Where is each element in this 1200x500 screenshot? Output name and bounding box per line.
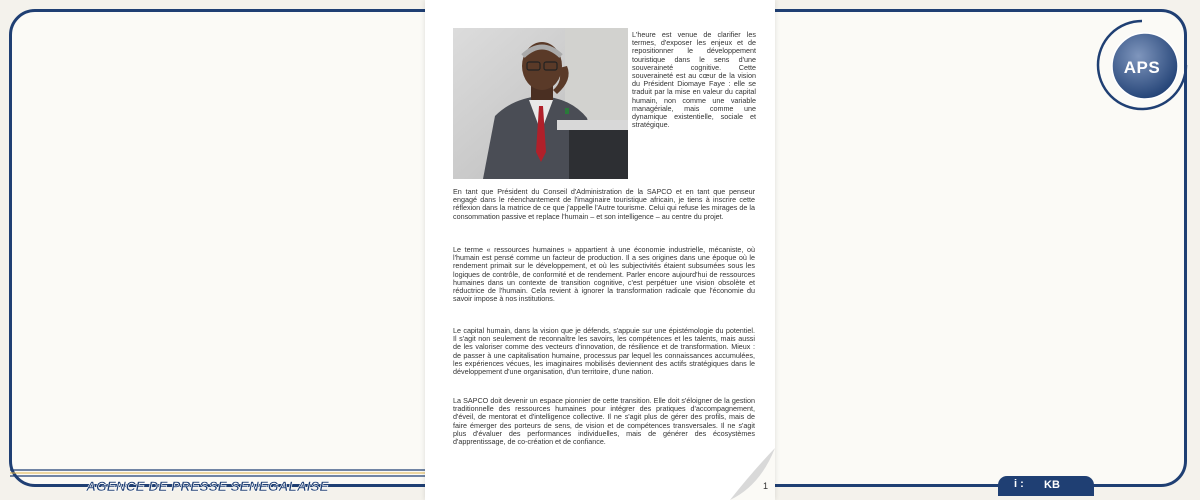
credit-badge	[998, 476, 1094, 496]
body-paragraph-2: Le terme « ressources humaines » appartient à une économie industrielle, mécaniste, où l'humain est pensé comme un facteur de production. Il a ses origines dans une époque où le rendement primait sur le développement, et où les subjectivités étaient subsumées sous les logiques de contrôle, de conformité et de rendement. Parler encore aujourd'hui de ressources humaines dans un contexte de transition cognitive, c'est perpétuer une vision obsolète et réductrice de l'humain. Cela revient à ignorer la transformation radicale que l'économie du savoir impose à nos institutions.	[453, 245, 755, 304]
document-page	[425, 0, 775, 500]
page-number: 1	[763, 481, 769, 491]
page-curl	[730, 448, 775, 500]
agency-name: AGENCE DE PRESSE SENEGALAISE	[86, 478, 329, 494]
body-paragraph-1: En tant que Président du Conseil d'Administration de la SAPCO et en tant que penseur engagé dans le réenchantement de l'imaginaire touristique africain, je tiens à inscrire cette réflexion dans la matrice de ce que j'appelle l'Autre tourisme. Celui qui refuse les mirages de la consommation passive et replace l'humain – et son intelligence – au centre du projet.	[453, 187, 755, 221]
logo-text: APS	[1123, 58, 1161, 77]
portrait-photo	[453, 28, 628, 179]
body-paragraph-3: Le capital humain, dans la vision que je défends, s'appuie sur une épistémologie du potentiel. Il s'agit non seulement de reconnaître les savoirs, les compétences et les talents, mais aussi de les valoriser comme des vecteurs d'innovation, de résilience et de transformation. Mieux : de passer à une capitalisation humaine, processus par lequel les connaissances accumulées, les expériences vécues, les imaginaires mobilisés deviennent des actifs stratégiques dans le développement d'une organisation, d'un territoire, d'une nation.	[453, 326, 755, 377]
body-paragraph-4: La SAPCO doit devenir un espace pionnier de cette transition. Elle doit s'éloigner de la gestion traditionnelle des ressources humaines pour intégrer des pratiques d'accompagnement, d'éveil, de mentorat et d'intelligence collective. Il ne s'agit plus de gérer des profils, mais de faire émerger des porteurs de sens, de vision et de compétences transversales. Il ne s'agit plus d'évaluer des performances individuelles, mais de générer des écosystèmes d'apprentissage, de co-création et de confiance.	[453, 396, 755, 447]
credit-initials: KB	[1044, 479, 1060, 491]
intro-paragraph: L'heure est venue de clarifier les termes, d'exposer les enjeux et de repositionner le développement touristique dans le sens d'une souveraineté cognitive. Cette souveraineté est au cœur de la vision du Président Diomaye Faye : elle se traduit par la mise en valeur du capital humain, non comme une variable managériale, mais comme une dynamique existentielle, sociale et stratégique.	[632, 30, 756, 130]
aps-logo[interactable]	[1094, 17, 1190, 113]
info-icon: i :	[1014, 478, 1024, 490]
